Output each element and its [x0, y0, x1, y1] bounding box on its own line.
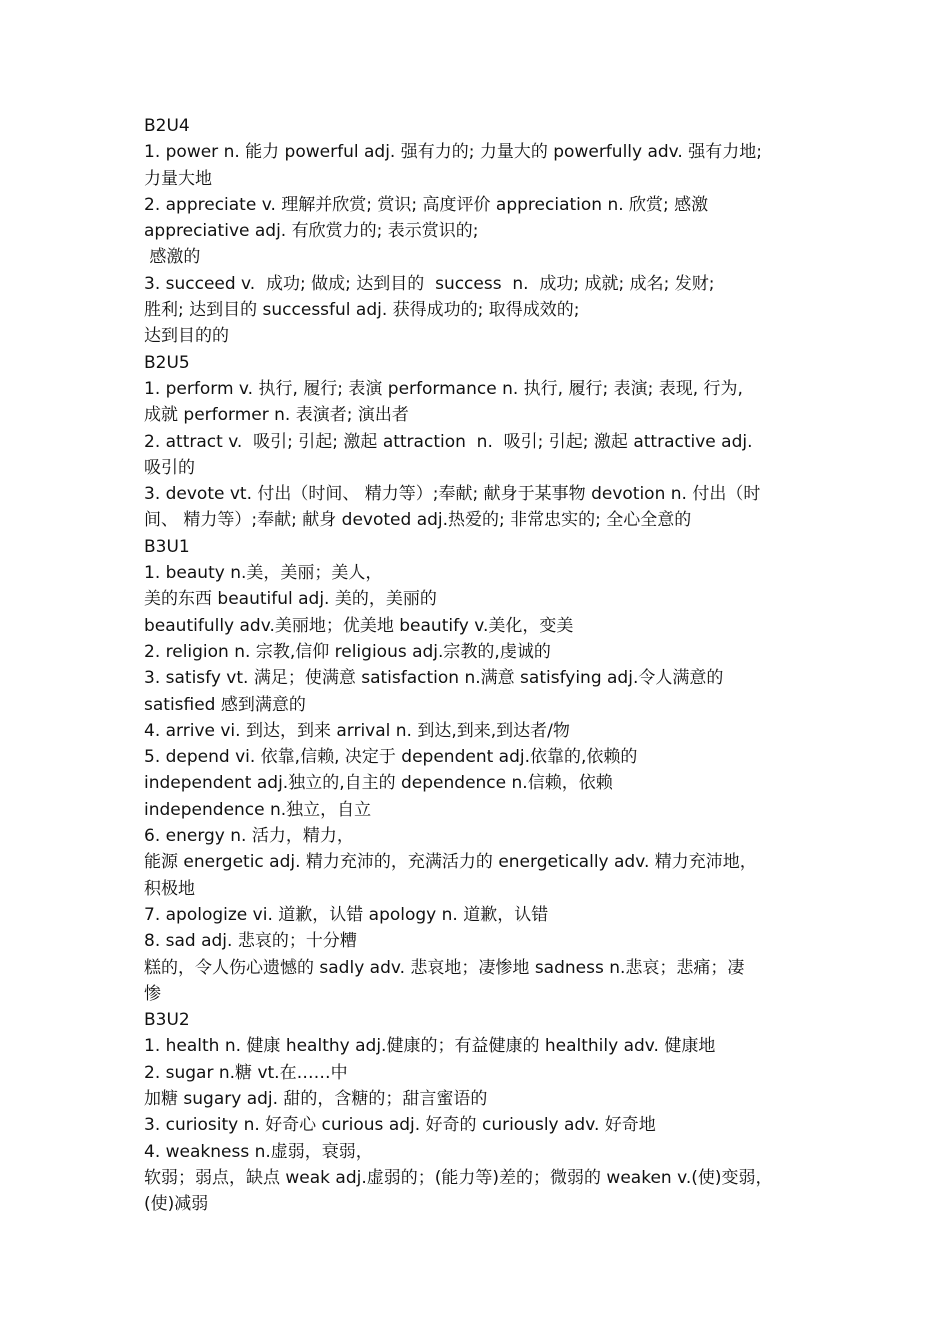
text-line: 4. arrive vi. 到达，到来 arrival n. 到达,到来,到达者/物	[144, 720, 570, 741]
text-line: 吸引的	[144, 457, 195, 478]
text-line: (使)减弱	[144, 1194, 209, 1215]
text-line: 5. depend vi. 依靠,信赖, 决定于 dependent adj.依靠的,依赖的	[144, 747, 638, 768]
text-line: 成就 performer n. 表演者; 演出者	[144, 405, 409, 426]
text-line: 美的东西 beautiful adj. 美的，美丽的	[144, 589, 437, 610]
text-line: 能源 energetic adj. 精力充沛的，充满活力的 energetically adv. 精力充沛地，	[144, 852, 757, 873]
text-line: 2. appreciate v. 理解并欣赏; 赏识; 高度评价 appreciation n. 欣赏; 感激	[144, 194, 709, 215]
text-line: 3. satisfy vt. 满足；使满意 satisfaction n.满意 satisfying adj.令人满意的	[144, 668, 724, 689]
text-line: 达到目的的	[144, 326, 229, 347]
heading-b3u1: B3U1	[144, 536, 190, 557]
text-line: appreciative adj. 有欣赏力的; 表示赏识的;	[144, 221, 479, 242]
text-line: 8. sad adj. 悲哀的；十分糟	[144, 931, 357, 952]
text-line: 1. perform v. 执行, 履行; 表演 performance n. 执行, 履行; 表演; 表现, 行为,	[144, 378, 743, 399]
text-line: 3. succeed v. 成功; 做成; 达到目的 success n. 成功; 成就; 成名; 发财;	[144, 273, 715, 294]
text-line: independent adj.独立的,自主的 dependence n.信赖，依赖	[144, 773, 613, 794]
text-line: independence n.独立，自立	[144, 799, 372, 820]
text-line: 间、 精力等）;奉献; 献身 devoted adj.热爱的; 非常忠实的; 全心全意的	[144, 510, 692, 531]
text-line: 胜利; 达到目的 successful adj. 获得成功的; 取得成效的;	[144, 300, 580, 321]
text-line: 7. apologize vi. 道歉，认错 apology n. 道歉，认错	[144, 904, 549, 925]
text-line: 1. beauty n.美，美丽；美人，	[144, 563, 383, 584]
text-line: 加糖 sugary adj. 甜的，含糖的；甜言蜜语的	[144, 1088, 488, 1109]
text-line: 感激的	[144, 247, 201, 268]
text-line: 软弱；弱点，缺点 weak adj.虚弱的；(能力等)差的；微弱的 weaken v.(使)变弱，	[144, 1167, 773, 1188]
text-line: beautifully adv.美丽地；优美地 beautify v.美化，变美	[144, 615, 574, 636]
text-line: 6. energy n. 活力，精力，	[144, 826, 354, 847]
text-line: 2. sugar n.糖 vt.在……中	[144, 1062, 348, 1083]
heading-b2u5: B2U5	[144, 352, 190, 373]
text-line: 3. devote vt. 付出（时间、 精力等）;奉献; 献身于某事物 devotion n. 付出（时	[144, 484, 761, 505]
text-line: 4. weakness n.虚弱，衰弱，	[144, 1141, 373, 1162]
text-line: 2. religion n. 宗教,信仰 religious adj.宗教的,虔诚的	[144, 641, 551, 662]
text-line: 3. curiosity n. 好奇心 curious adj. 好奇的 curiously adv. 好奇地	[144, 1115, 656, 1136]
heading-b2u4: B2U4	[144, 116, 190, 136]
document-body	[144, 113, 814, 1217]
text-line: 糕的，令人伤心遗憾的 sadly adv. 悲哀地；凄惨地 sadness n.悲哀；悲痛；凄	[144, 957, 745, 978]
text-line: 1. power n. 能力 powerful adj. 强有力的; 力量大的 powerfully adv. 强有力地;	[144, 142, 762, 163]
heading-b3u2: B3U2	[144, 1010, 190, 1031]
text-line: 力量大地	[144, 168, 212, 189]
text-line: 惨	[144, 983, 161, 1004]
text-line: 1. health n. 健康 healthy adj.健康的；有益健康的 healthily adv. 健康地	[144, 1036, 716, 1057]
text-line: satisfied 感到满意的	[144, 694, 306, 715]
text-line: 积极地	[144, 878, 195, 899]
text-line: 2. attract v. 吸引; 引起; 激起 attraction n. 吸引; 引起; 激起 attractive adj.	[144, 431, 753, 452]
